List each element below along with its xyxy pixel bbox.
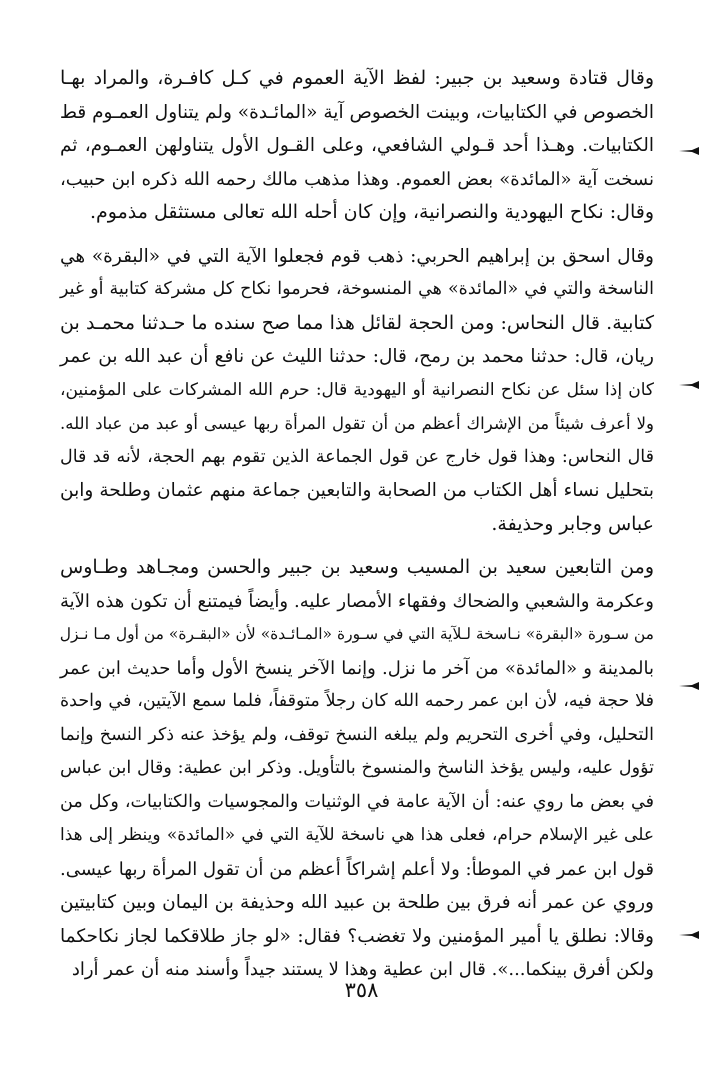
- paragraph-2: [60, 240, 654, 542]
- text-line: ريان، قال: حدثنا محمد بن رمح، قال: حدثنا الليث عن نافع أن عبد الله بن عمر: [60, 346, 654, 367]
- text-line: وروي عن عمر أنه فرق بين طلحة بن عبيد الله وحذيفة بن اليمان وبين كتابيتين: [60, 892, 654, 913]
- text-line: من سـورة «البقرة» نـاسخة لـلآية التي في سـورة «المـائـدة» لأن «البقـرة» من أول مـا نـزل: [59, 625, 654, 643]
- text-line: قول ابن عمر في الموطأ: ولا أعلم إشراكاً أعظم من أن تقول المرأة ربها عيسى.: [60, 858, 654, 880]
- text-line: في بعض ما روي عنه: أن الآية عامة في الوثنيات والمجوسيات والكتابيات، وكل من: [60, 791, 654, 812]
- text-line: الناسخة والتي في «المائدة» هي المنسوخة، فحرموا نكاح كل مشركة كتابية أو غير: [60, 279, 654, 299]
- margin-mark-icon: [678, 146, 700, 156]
- paragraph-1: [60, 62, 654, 230]
- text-line: الكتابيات. وهـذا أحد قـولي الشافعي، وعلى القـول الأول يتناولهن العمـوم، ثم: [60, 135, 654, 156]
- margin-mark-icon: [678, 380, 700, 390]
- text-line: ولا أعرف شيئاً من الإشراك أعظم من أن تقول المرأة ربها عيسى أو عبد من عباد الله.: [60, 414, 654, 433]
- paragraph-gap: [60, 541, 654, 551]
- text-line: على غير الإسلام حرام، فعلى هذا هي ناسخة للآية التي في «المائدة» وينظر إلى هذا: [60, 825, 654, 845]
- paragraph-gap: [60, 230, 654, 240]
- text-line: وقال: نكاح اليهودية والنصرانية، وإن كان أحله الله تعالى مستثقل مذموم.: [90, 201, 654, 223]
- text-line: وقالا: نطلق يا أمير المؤمنين ولا تغضب؟ فقال: «لو جاز طلاقكما لجاز نكاحكما: [60, 925, 654, 947]
- text-line: قال النحاس: وهذا قول خارج عن قول الجماعة الذين تقوم بهم الحجة، لأنه قد قال: [60, 446, 654, 467]
- margin-mark-icon: [678, 681, 700, 691]
- text-line: بتحليل نساء أهل الكتاب من الصحابة والتابعين جماعة منهم عثمان وطلحة وابن: [60, 480, 654, 501]
- text-line: التحليل، وفي أخرى التحريم ولم يبلغه النسخ توقف، ولم يؤخذ عنه ذكر النسخ وإنما: [60, 724, 654, 745]
- text-line: كتابية. قال النحاس: ومن الحجة لقائل هذا مما صح سنده ما حـدثنا محمـد بن: [60, 311, 654, 334]
- text-line: نسخت آية «المائدة» بعض العموم. وهذا مذهب مالك رحمه الله ذكره ابن حبيب،: [60, 168, 654, 190]
- text-line: وقال اسحق بن إبراهيم الحربي: ذهب قوم فجعلوا الآية التي في «البقرة» هي: [60, 245, 654, 267]
- text-line: وقال قتادة وسعيد بن جبير: لفظ الآية العموم في كـل كافـرة، والمراد بهـا: [60, 67, 654, 89]
- text-line: كان إذا سئل عن نكاح النصرانية أو اليهودية قال: حرم الله المشركات على المؤمنين،: [60, 379, 654, 400]
- text-line: فلا حجة فيه، لأن ابن عمر رحمه الله كان رجلاً متوقفاً، فلما سمع الآيتين، في واحدة: [60, 691, 654, 711]
- text-line: ومن التابعين سعيد بن المسيب وسعيد بن جبير والحسن ومجـاهد وطـاوس: [60, 556, 654, 578]
- text-line: تؤول عليه، وليس يؤخذ الناسخ والمنسوخ بالتأويل. وذكر ابن عطية: وقال ابن عباس: [60, 758, 654, 778]
- text-line: عباس وجابر وحذيفة.: [491, 512, 654, 535]
- paragraph-3: [60, 551, 654, 987]
- text-line: ولكن أفرق بينكما...». قال ابن عطية وهذا لا يستند جيداً وأسند منه أن عمر أراد: [71, 959, 654, 980]
- page-number: ٣٥٨: [344, 978, 379, 1002]
- margin-mark-icon: [678, 930, 700, 940]
- text-line: بالمدينة و «المائدة» من آخر ما نزل. وإنما الآخر ينسخ الأول وأما حديث ابن عمر: [60, 657, 654, 679]
- body-text: [60, 62, 654, 987]
- text-line: الخصوص في الكتابيات، وبينت الخصوص آية «المائـدة» ولم يتناول العمـوم قط: [59, 101, 654, 123]
- text-line: وعكرمة والشعبي والضحاك وفقهاء الأمصار عليه. وأيضاً فيمتنع أن تكون هذه الآية: [60, 590, 654, 612]
